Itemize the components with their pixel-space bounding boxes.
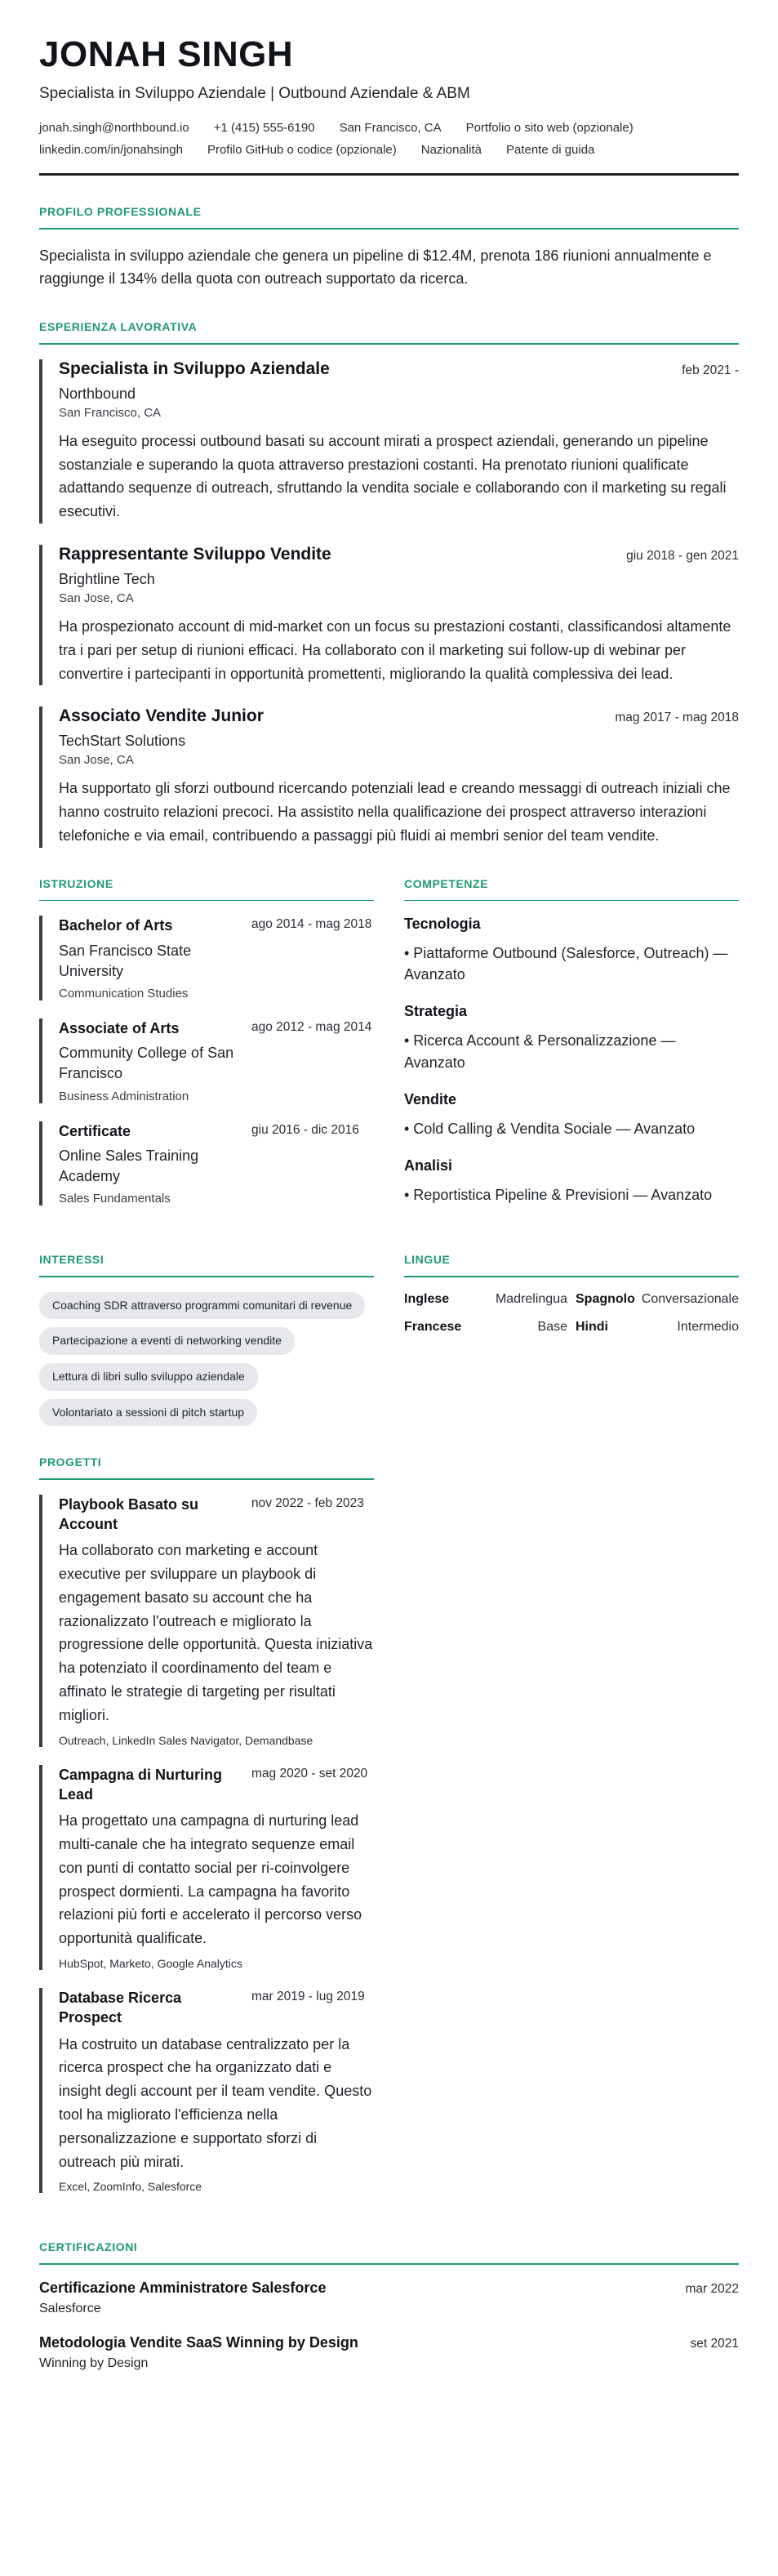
candidate-headline: Specialista in Sviluppo Aziendale | Outbound Aziendale & ABM <box>39 85 470 103</box>
project-tools: HubSpot, Marketo, Google Analytics <box>59 1956 242 1970</box>
languages-column <box>404 1253 739 1426</box>
interest-chip: Lettura di libri sullo sviluppo aziendale <box>39 1363 258 1391</box>
contact-phone[interactable]: +1 (415) 555-6190 <box>213 121 315 136</box>
interests-section <box>39 1253 374 1426</box>
degree-title: Associate of Arts <box>59 1019 180 1036</box>
project-description: Ha collaborato con marketing e account executive per sviluppare un playbook di engagement basato su account che ha razionalizzato l'outreach e migliorato la progressione delle opportunità. Questa iniziativa ha potenziato il coordinamento del team e affinato le strategie di targeting per risultati migliori. <box>59 1542 373 1723</box>
education-entry <box>39 916 374 1001</box>
job-location: San Jose, CA <box>59 591 134 605</box>
school-name: San Francisco State University <box>59 942 192 979</box>
interest-chip: Coaching SDR attraverso programmi comunitari di revenue <box>39 1292 365 1320</box>
education-section <box>39 877 374 1206</box>
education-dates: giu 2016 - dic 2016 <box>251 1122 359 1137</box>
skill-category: Analisi <box>404 1157 453 1174</box>
job-description: Ha eseguito processi outbound basati su account mirati a prospect aziendali, generando un pipeline sostanziale e superando la quota attraverso prestazioni costanti. Ha prenotato riunioni qualificate adattando sequenze di outreach, sfruttando la vendita sociale e collaborando con il marketing su regali esecutivi. <box>59 432 727 520</box>
section-title: LINGUE <box>404 1253 451 1267</box>
language-level: Base <box>537 1319 567 1334</box>
language-name: Hindi <box>576 1319 608 1334</box>
skill-group <box>404 1003 739 1072</box>
skills-column <box>404 877 739 1224</box>
project-name: Campagna di Nurturing Lead <box>59 1766 223 1803</box>
language-level: Conversazionale <box>641 1291 739 1306</box>
project-dates: mar 2019 - lug 2019 <box>251 1989 365 2003</box>
language-name: Spagnolo <box>576 1291 635 1306</box>
company-name: Brightline Tech <box>59 570 155 587</box>
interest-chip: Partecipazione a eventi di networking vendite <box>39 1327 295 1355</box>
project-dates: mag 2020 - set 2020 <box>251 1766 368 1780</box>
job-dates: mag 2017 - mag 2018 <box>615 711 739 725</box>
section-divider <box>39 1478 374 1480</box>
language-level: Intermedio <box>677 1319 739 1334</box>
empty-column <box>404 1455 739 2211</box>
skill-category: Vendite <box>404 1090 457 1108</box>
education-entry <box>39 1018 374 1103</box>
field-of-study: Sales Fundamentals <box>59 1192 171 1206</box>
interest-chip-list <box>39 1292 374 1426</box>
job-title: Associato Vendite Junior <box>59 706 264 726</box>
skill-item: • Ricerca Account & Personalizzazione — Avanzato <box>404 1032 676 1071</box>
language-name: Francese <box>404 1319 462 1334</box>
certification-name: Metodologia Vendite SaaS Winning by Design <box>39 2333 358 2351</box>
job-location: San Jose, CA <box>59 753 134 768</box>
job-description: Ha prospezionato account di mid-market con un focus su prestazioni costanti, classificandosi altamente tra i pari per setup di riunioni efficaci. Ha collaborato con il marketing sui follow-up di webinar per convertire i partecipanti in opportunità promettenti, migliorando la qualità complessiva dei lead. <box>59 617 731 682</box>
project-tools: Excel, ZoomInfo, Salesforce <box>59 2180 202 2194</box>
contact-linkedin[interactable]: linkedin.com/in/jonahsingh <box>39 143 183 158</box>
certifications-section <box>39 2240 739 2371</box>
field-of-study: Communication Studies <box>59 986 189 1001</box>
skill-item: • Piattaforme Outbound (Salesforce, Outreach) — Avanzato <box>404 945 728 983</box>
projects-column <box>39 1455 374 2211</box>
experience-entry <box>39 359 739 524</box>
resume-header <box>39 36 739 176</box>
section-title: ESPERIENZA LAVORATIVA <box>39 320 198 334</box>
language-row <box>576 1320 739 1335</box>
job-dates: giu 2018 - gen 2021 <box>626 548 739 563</box>
project-entry <box>39 1988 374 2193</box>
project-description: Ha progettato una campagna di nurturing lead multi-canale che ha integrato sequenze email con punti di contatto social per ri-coinvolgere prospect dormienti. La campagna ha favorito relazioni più forti e accelerato il percorso verso opportunità qualificate. <box>59 1812 362 1947</box>
skill-group <box>404 1091 739 1139</box>
contact-driving-license: Patente di guida <box>505 143 595 158</box>
education-dates: ago 2012 - mag 2014 <box>251 1019 372 1034</box>
education-dates: ago 2014 - mag 2018 <box>251 917 372 932</box>
section-divider <box>404 900 739 902</box>
school-name: Community College of San Francisco <box>59 1045 234 1082</box>
section-title: COMPETENZE <box>404 876 489 890</box>
experience-section <box>39 320 739 847</box>
education-column <box>39 877 374 1224</box>
interests-column <box>39 1253 374 1426</box>
company-name: Northbound <box>59 385 136 402</box>
job-description: Ha supportato gli sforzi outbound ricercando potenziali lead e creando messaggi di outreach iniziali che hanno costruito relazioni precoci. Ha assistito nella qualificazione dei prospect attraverso interazioni telefoniche e via email, contribuendo a passaggi più fluidi ai membri senior del team vendite. <box>59 780 731 844</box>
certification-date: set 2021 <box>690 2336 739 2351</box>
skill-group <box>404 916 739 985</box>
certification-name: Certificazione Amministratore Salesforce <box>39 2279 327 2296</box>
section-title: ISTRUZIONE <box>39 876 113 890</box>
section-divider <box>39 900 374 902</box>
skill-category: Tecnologia <box>404 916 481 933</box>
section-divider <box>39 228 739 230</box>
language-row <box>404 1292 567 1307</box>
company-name: TechStart Solutions <box>59 733 186 750</box>
job-title: Specialista in Sviluppo Aziendale <box>59 359 330 378</box>
language-row <box>576 1292 739 1307</box>
section-divider <box>404 1276 739 1277</box>
degree-title: Bachelor of Arts <box>59 917 173 934</box>
contact-portfolio[interactable]: Portfolio o sito web (opzionale) <box>465 121 634 136</box>
experience-entry <box>39 706 739 847</box>
language-row <box>404 1320 567 1335</box>
section-title: PROFILO PROFESSIONALE <box>39 205 202 219</box>
candidate-name: JONAH SINGH <box>39 34 294 74</box>
field-of-study: Business Administration <box>59 1089 189 1103</box>
skills-section <box>404 877 739 1206</box>
skill-category: Strategia <box>404 1003 468 1020</box>
languages-section <box>404 1253 739 1335</box>
project-tools: Outreach, LinkedIn Sales Navigator, Demandbase <box>59 1733 313 1747</box>
skill-item: • Reportistica Pipeline & Previsioni — Avanzato <box>404 1186 713 1203</box>
language-grid <box>404 1292 739 1335</box>
contact-location: San Francisco, CA <box>339 121 442 136</box>
contact-list <box>39 121 739 157</box>
education-skills-row <box>39 877 739 1224</box>
section-title: CERTIFICAZIONI <box>39 2240 138 2254</box>
section-divider <box>39 1276 374 1277</box>
degree-title: Certificate <box>59 1122 131 1139</box>
section-title: INTERESSI <box>39 1253 104 1267</box>
projects-section <box>39 1455 374 2193</box>
skill-item: • Cold Calling & Vendita Sociale — Avanzato <box>404 1120 696 1137</box>
certification-entry <box>39 2334 739 2371</box>
interest-chip: Volontariato a sessioni di pitch startup <box>39 1399 257 1427</box>
language-name: Inglese <box>404 1291 450 1306</box>
job-title: Rappresentante Sviluppo Vendite <box>59 544 331 564</box>
project-entry <box>39 1765 374 1970</box>
certification-date: mar 2022 <box>685 2281 739 2296</box>
contact-email[interactable]: jonah.singh@northbound.io <box>39 121 189 136</box>
interests-languages-row <box>39 1253 739 1426</box>
summary-section <box>39 205 739 291</box>
job-location: San Francisco, CA <box>59 405 162 420</box>
project-name: Database Ricerca Prospect <box>59 1989 182 2026</box>
skill-group <box>404 1157 739 1206</box>
contact-github[interactable]: Profilo GitHub o codice (opzionale) <box>207 143 397 158</box>
certification-entry <box>39 2280 739 2316</box>
section-title: PROGETTI <box>39 1455 102 1469</box>
project-name: Playbook Basato su Account <box>59 1495 199 1532</box>
education-entry <box>39 1121 374 1206</box>
section-divider <box>39 343 739 345</box>
job-dates: feb 2021 - <box>682 363 739 377</box>
header-divider <box>39 173 739 176</box>
project-dates: nov 2022 - feb 2023 <box>251 1495 364 1510</box>
summary-text: Specialista in sviluppo aziendale che genera un pipeline di $12.4M, prenota 186 riunioni annualmente e raggiunge il 134% della quota con outreach supportato da ricerca. <box>39 247 712 287</box>
experience-entry <box>39 545 739 685</box>
project-description: Ha costruito un database centralizzato per la ricerca prospect che ha organizzato dati e insight degli account per il team vendite. Questo tool ha migliorato l'efficienza nella personalizzazione e supportato sforzi di outreach più mirati. <box>59 2035 372 2170</box>
school-name: Online Sales Training Academy <box>59 1147 199 1185</box>
language-level: Madrelingua <box>495 1291 567 1306</box>
projects-row <box>39 1455 739 2211</box>
certification-issuer: Salesforce <box>39 2301 101 2315</box>
section-divider <box>39 2263 739 2265</box>
project-entry <box>39 1495 374 1747</box>
contact-nationality: Nazionalità <box>420 143 482 158</box>
certification-issuer: Winning by Design <box>39 2355 149 2370</box>
